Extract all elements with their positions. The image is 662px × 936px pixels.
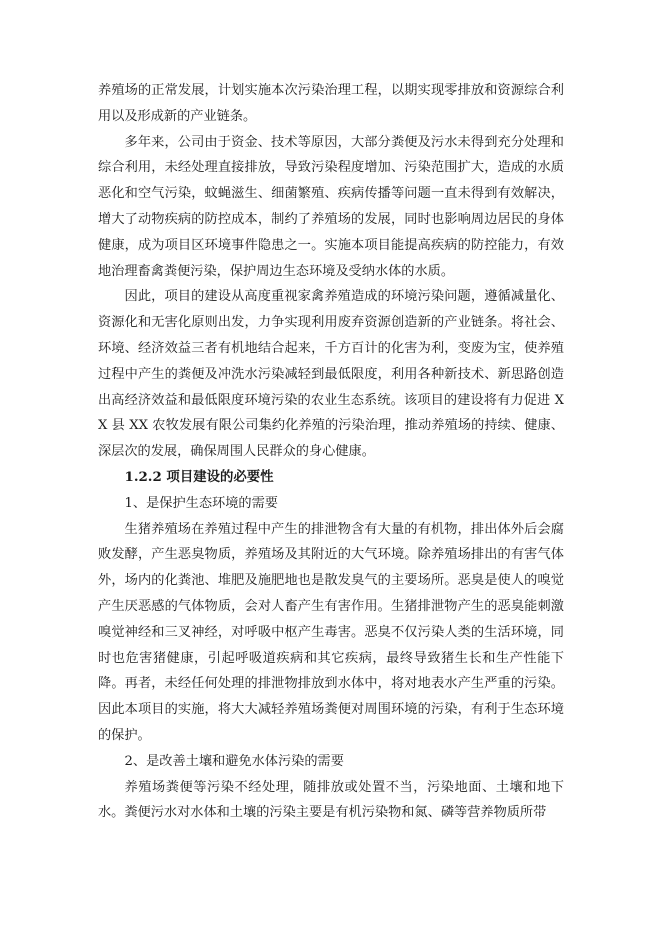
- paragraph-continuation: 养殖场的正常发展，计划实施本次污染治理工程，以期实现零排放和资源综合利用以及形成新的产业链条。: [98, 83, 564, 124]
- paragraph-ecology: 生猪养殖场在养殖过程中产生的排泄物含有大量的有机物，排出体外后会腐败发酵，产生恶臭物质，养殖场及其附近的大气环境。除养殖场排出的有害气体外，场内的化粪池、堆肥及施肥地也是散发臭气的主要场所。恶臭是使人的嗅觉产生厌恶感的气体物质，会对人畜产生有害作用。生猪排泄物产生的恶臭能刺激嗅觉神经和三叉神经，对呼吸中枢产生毒害。恶臭不仅污染人类的生活环境，同时也危害猪健康，引起呼吸道疾病和其它疾病，最终导致猪生长和生产性能下降。再者，未经任何处理的排泄物排放到水体中，将对地表水产生严重的污染。因此本项目的实施，将大大减轻养殖场粪便对周围环境的污染，有利于生态环境的保护。: [98, 521, 564, 743]
- subheading-soil-water: 2、是改善土壤和避免水体污染的需要: [124, 753, 344, 769]
- section-heading-necessity: 1.2.2 项目建设的必要性: [124, 468, 274, 485]
- subheading-ecology: 1、是保护生态环境的需要: [124, 495, 278, 511]
- document-page: [98, 78, 564, 826]
- paragraph-soil-water: 养殖场粪便等污染不经处理，随排放或处置不当，污染地面、土壤和地下水。粪便污水对水体和土壤的污染主要是有机污染物和氮、磷等营养物质所带: [98, 779, 564, 821]
- paragraph-background: 多年来，公司由于资金、技术等原因，大部分粪便及污水未得到充分处理和综合利用，未经处理直接排放，导致污染程度增加、污染范围扩大，造成的水质恶化和空气污染，蚊蝇滋生、细菌繁殖、疾病传播等问题一直未得到有效解决，增大了动物疾病的防控成本，制约了养殖场的发展，同时也影响周边居民的身体健康，成为项目区环境事件隐患之一。实施本项目能提高疾病的防控能力，有效地治理畜禽粪便污染，保护周边生态环境及受纳水体的水质。: [98, 134, 564, 279]
- paragraph-conclusion: 因此，项目的建设从高度重视家禽养殖造成的环境污染问题，遵循减量化、资源化和无害化原则出发，力争实现利用废弃资源创造新的产业链条。将社会、环境、经济效益三者有机地结合起来，千方百计的化害为利，变废为宝，使养殖过程中产生的粪便及冲洗水污染减轻到最低限度，利用各种新技术、新思路创造出高经济效益和最低限度环境污染的农业生态系统。该项目的建设将有力促进 XX 县 XX 农牧发展有限公司集约化养殖的污染治理，推动养殖场的持续、健康、深层次的发展，确保周围人民群众的身心健康。: [98, 289, 564, 460]
